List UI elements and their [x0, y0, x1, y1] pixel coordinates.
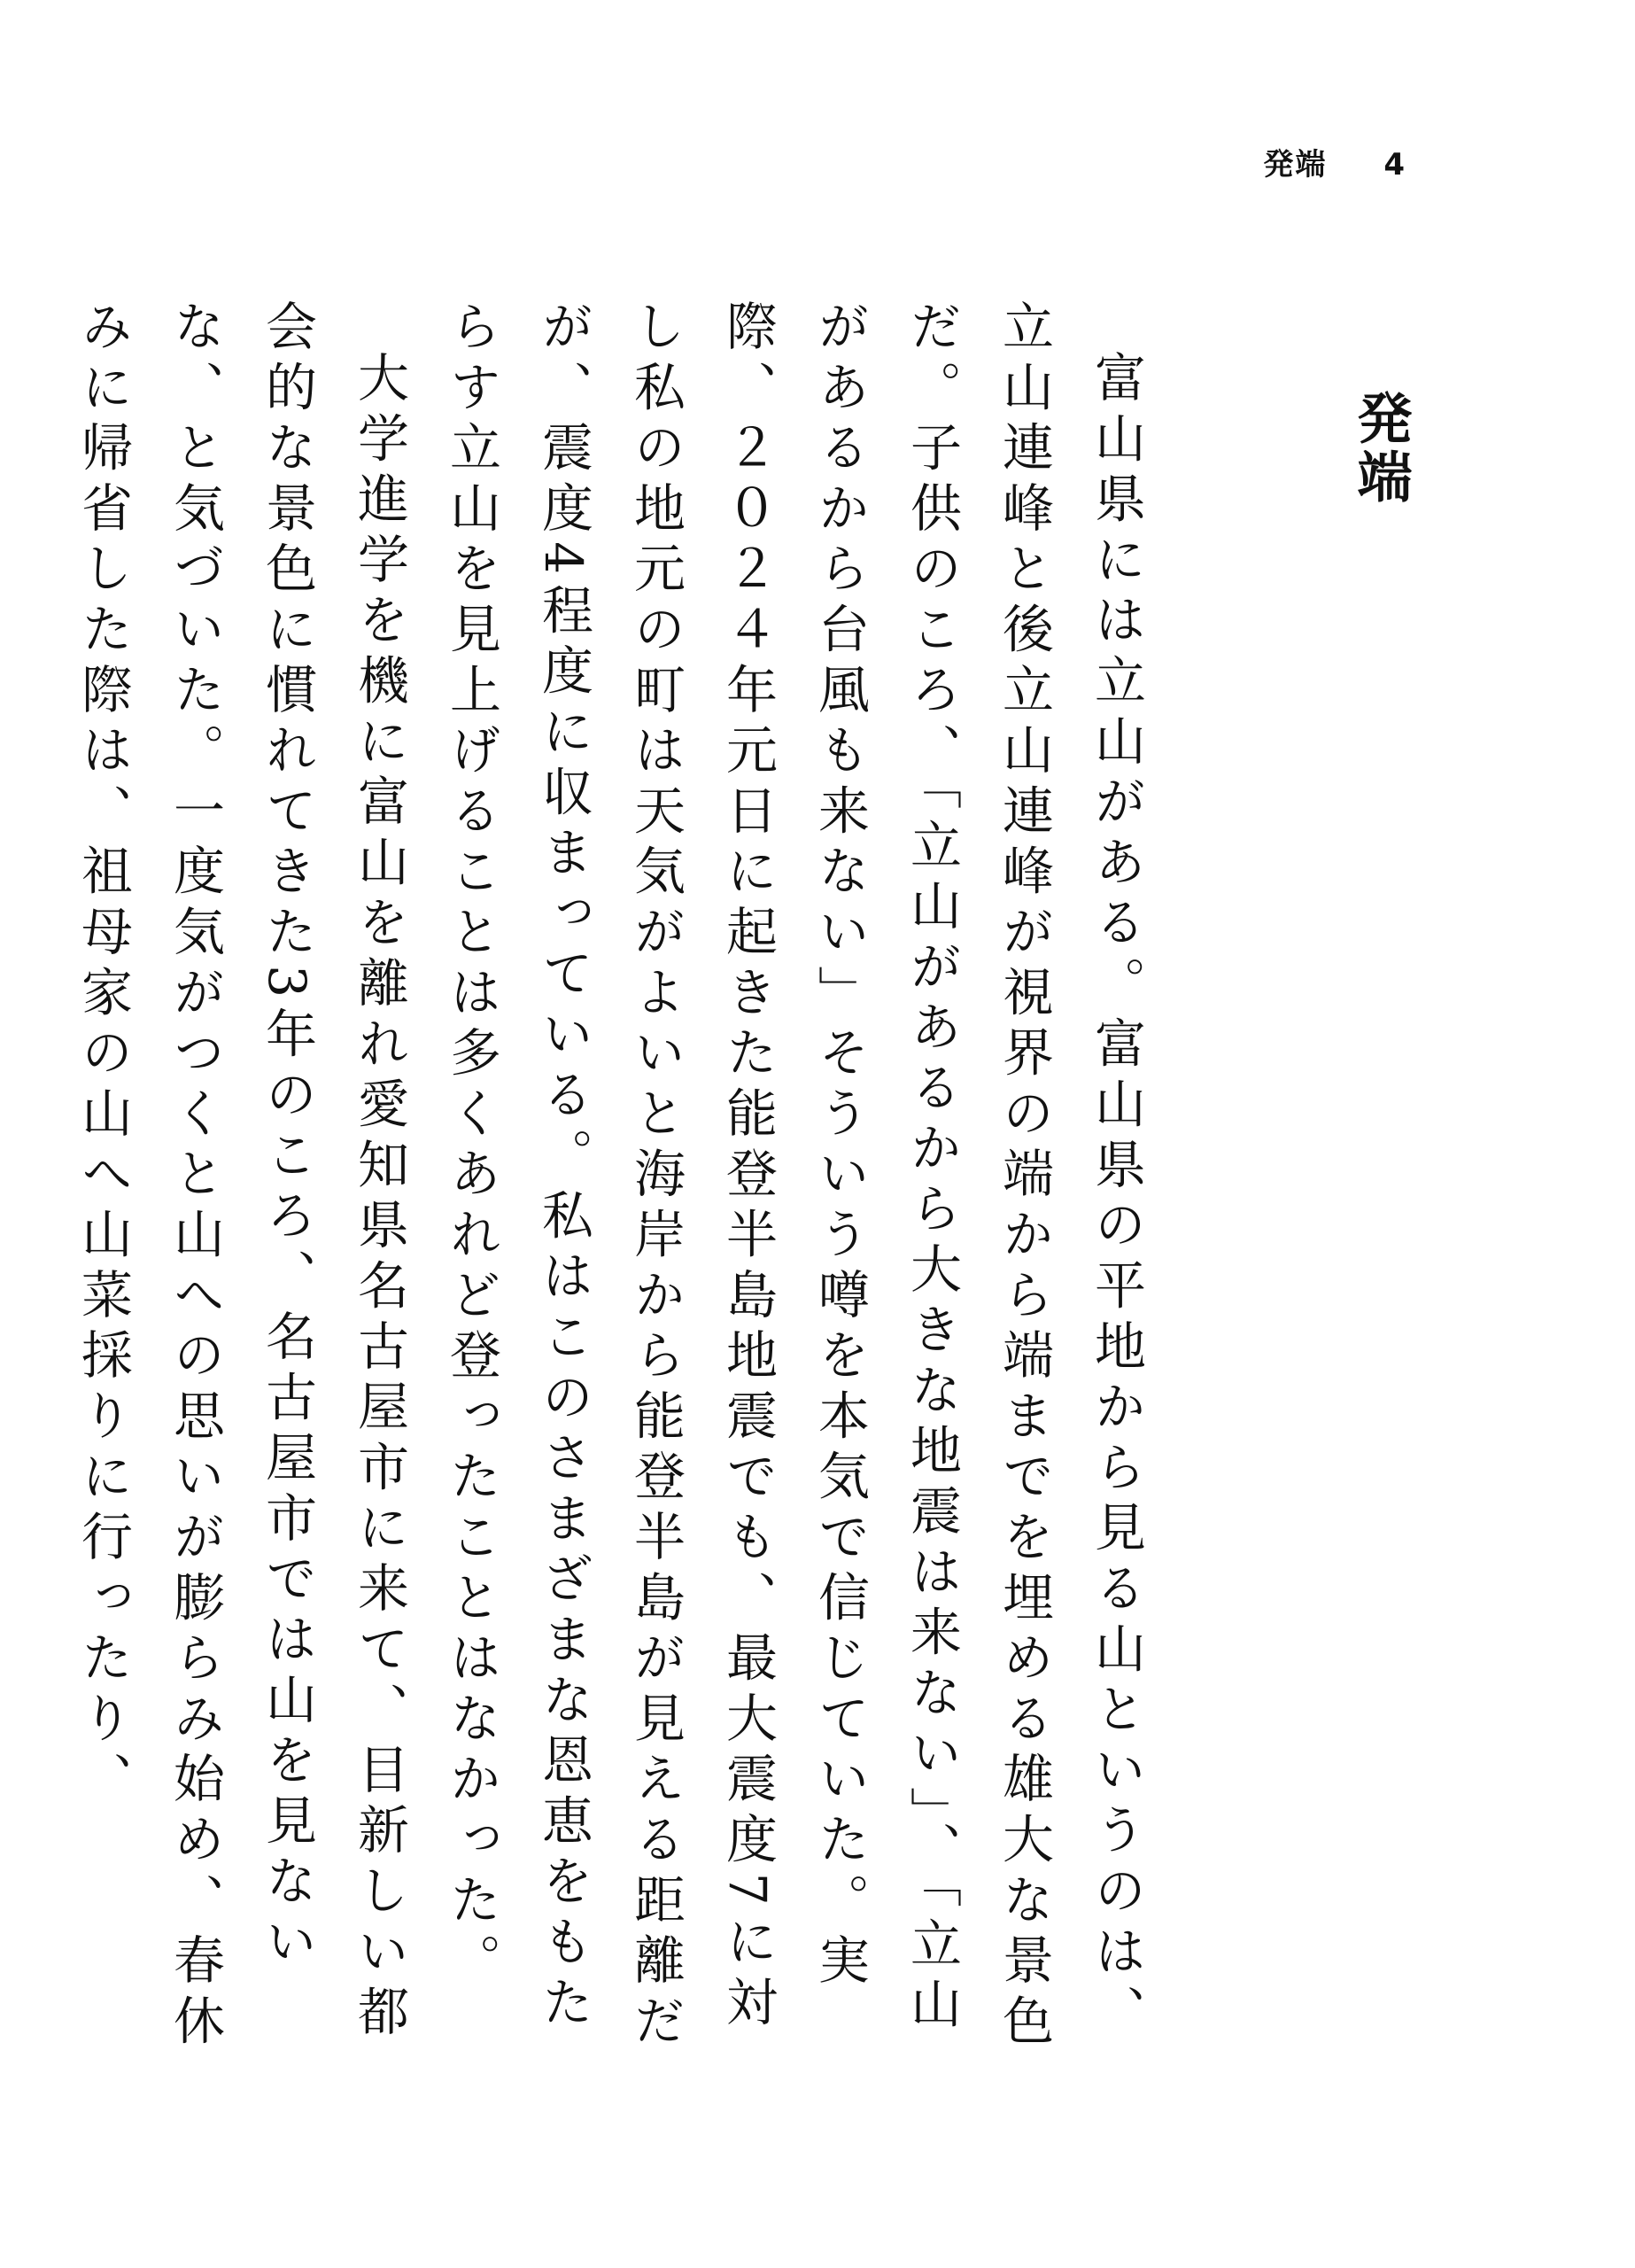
running-head: [1263, 140, 1406, 183]
page-number: 4: [1383, 147, 1406, 183]
paragraph: 大学進学を機に富山を離れ愛知県名古屋市に来て、目新しい都会的な景色に慣れてきた3年のころ、名古屋市では山を見ないな、と気づいた。一度気がつくと山への思いが膨らみ始め、春休みに帰省した際は、祖母家の山へ山菜採りに行ったり、: [73, 299, 409, 2054]
paragraph: 富山県には立山がある。富山県の平地から見る山というのは、立山連峰と後立山連峰が視界の端から端までを埋める雄大な景色だ。子供のころ、「立山があるから大きな地震は来ない」、「立山があるから台風も来ない」そういう噂を本気で信じていた。実際、２０２４年元日に起きた能登半島地震でも、最大震度7に対し私の地元の町は天気がよいと海岸から能登半島が見える距離だが、震度4程度に収まっている。私はこのさまざまな恩恵をもたらす立山を見上げることは多くあれど登ったことはなかった。: [441, 299, 1146, 2054]
chapter-title: 発端: [1348, 390, 1413, 507]
body-text: [73, 299, 1162, 2062]
running-head-title: 発端: [1263, 147, 1328, 183]
